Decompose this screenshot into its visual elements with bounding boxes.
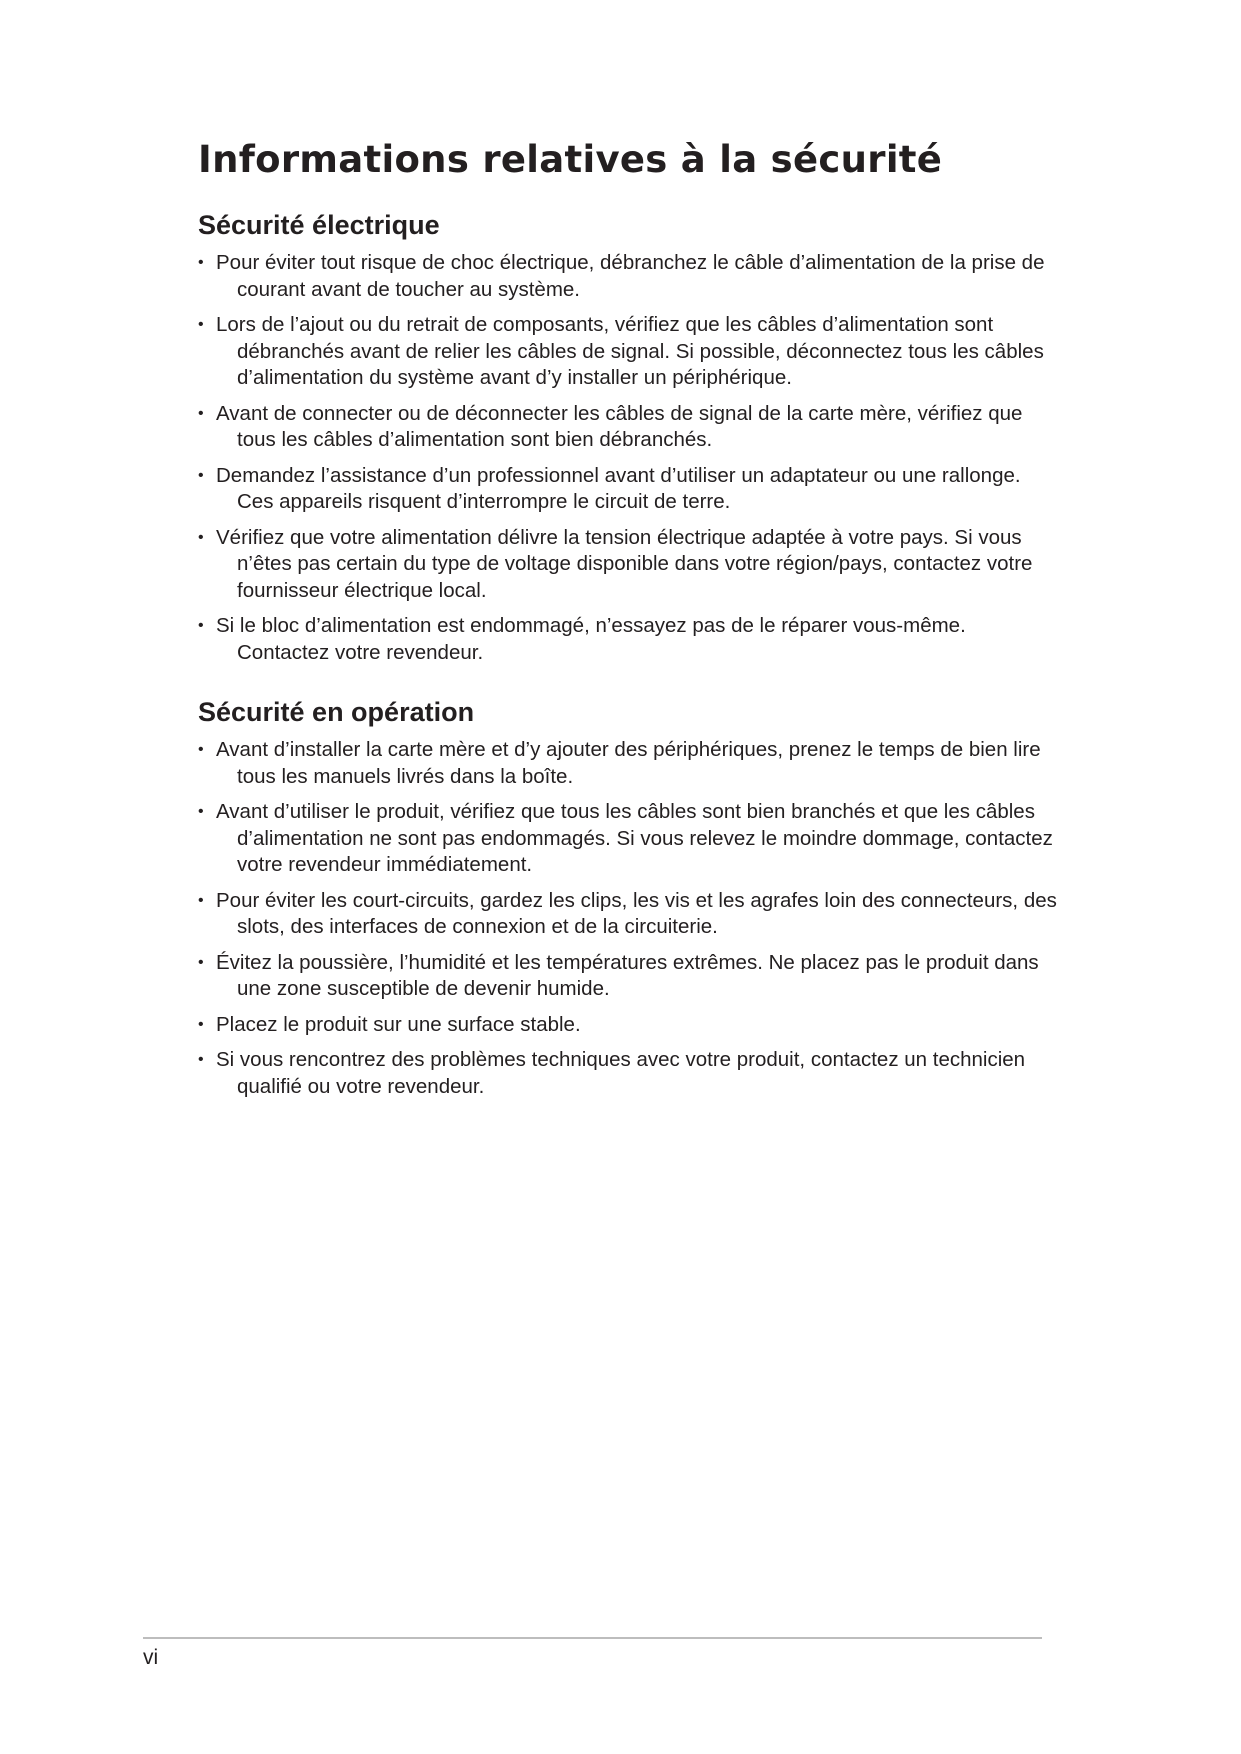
- section-heading: Sécurité électrique: [198, 210, 440, 240]
- bullet-list: [198, 737, 1058, 1100]
- bullet-icon: •: [198, 891, 204, 909]
- list-item-text: Pour éviter tout risque de choc électrique, débranchez le câble d’alimentation de la prise de courant avant de toucher au système.: [216, 251, 1045, 301]
- list-item-text: Avant d’utiliser le produit, vérifiez que tous les câbles sont bien branchés et que les câbles d’alimentation ne sont pas endommagés. Si vous relevez le moindre dommage, contactez votre revendeur immédiatement.: [216, 800, 1053, 876]
- list-item-text: Évitez la poussière, l’humidité et les températures extrêmes. Ne placez pas le produit dans une zone susceptible de devenir humide.: [216, 950, 1039, 1000]
- bullet-icon: •: [198, 466, 204, 484]
- section-operation-safety: [198, 695, 1058, 1109]
- list-item-text: Placez le produit sur une surface stable.: [216, 1012, 581, 1036]
- list-item-text: Avant de connecter ou de déconnecter les câbles de signal de la carte mère, vérifiez que tous les câbles d’alimentation sont bien débranchés.: [216, 401, 1023, 451]
- bullet-icon: •: [198, 1051, 204, 1068]
- bullet-icon: •: [198, 803, 204, 820]
- section-electrical-safety: [198, 208, 1058, 675]
- list-item-text: Demandez l’assistance d’un professionnel avant d’utiliser un adaptateur ou une rallonge. Ces appareils risquent d’interrompre le circuit de terre.: [216, 463, 1021, 513]
- list-item: [198, 737, 1058, 790]
- bullet-icon: •: [198, 1015, 204, 1033]
- list-item: [198, 1012, 1058, 1039]
- bullet-icon: •: [198, 953, 204, 971]
- list-item: [198, 613, 1058, 666]
- bullet-icon: •: [198, 254, 204, 271]
- footer-divider: [143, 1637, 1042, 1639]
- bullet-icon: •: [198, 528, 204, 546]
- page-number: vi: [143, 1646, 159, 1669]
- list-item: [198, 950, 1058, 1003]
- bullet-list: [198, 250, 1058, 666]
- page-title: Informations relatives à la sécurité: [198, 138, 943, 181]
- list-item: [198, 401, 1058, 454]
- list-item-text: Avant d’installer la carte mère et d’y ajouter des périphériques, prenez le temps de bien lire tous les manuels livrés dans la boîte.: [216, 738, 1041, 788]
- list-item: [198, 799, 1058, 879]
- bullet-icon: •: [198, 741, 204, 758]
- list-item-text: Vérifiez que votre alimentation délivre la tension électrique adaptée à votre pays. Si vous n’êtes pas certain du type de voltage disponible dans votre région/pays, contactez votre fournisseur électrique local.: [216, 525, 1033, 602]
- list-item: [198, 1047, 1058, 1100]
- list-item: [198, 525, 1058, 605]
- bullet-icon: •: [198, 404, 204, 422]
- list-item: [198, 888, 1058, 941]
- list-item-text: Si le bloc d’alimentation est endommagé, n’essayez pas de le réparer vous-même. Contactez votre revendeur.: [216, 614, 966, 664]
- list-item-text: Pour éviter les court-circuits, gardez les clips, les vis et les agrafes loin des connecteurs, des slots, des interfaces de connexion et de la circuiterie.: [216, 888, 1057, 938]
- list-item-text: Lors de l’ajout ou du retrait de composants, vérifiez que les câbles d’alimentation sont débranchés avant de relier les câbles de signal. Si possible, déconnectez tous les câbles d’alimentation du système avant d’y installer un périphérique.: [216, 313, 1044, 389]
- list-item: [198, 312, 1058, 392]
- list-item: [198, 463, 1058, 516]
- list-item: [198, 250, 1058, 303]
- section-heading: Sécurité en opération: [198, 697, 475, 727]
- bullet-icon: •: [198, 316, 204, 333]
- list-item-text: Si vous rencontrez des problèmes techniques avec votre produit, contactez un technicien qualifié ou votre revendeur.: [216, 1048, 1026, 1098]
- bullet-icon: •: [198, 617, 204, 634]
